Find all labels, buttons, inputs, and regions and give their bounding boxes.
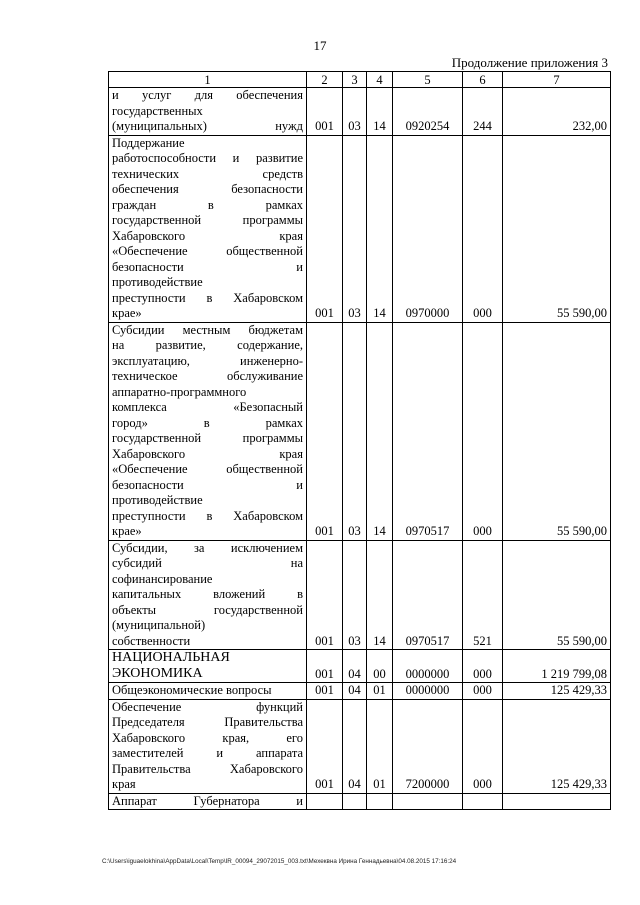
code-cell: 001 [307, 135, 343, 322]
code-cell: 000 [463, 699, 503, 793]
code-cell: 04 [343, 650, 367, 683]
header-cell: 3 [343, 72, 367, 88]
code-cell: 7200000 [393, 699, 463, 793]
code-cell: 14 [367, 88, 393, 136]
code-cell: 01 [367, 683, 393, 700]
table-header [109, 72, 611, 88]
code-cell: 03 [343, 135, 367, 322]
code-cell: 001 [307, 650, 343, 683]
amount-cell [503, 793, 611, 810]
code-cell [307, 793, 343, 810]
code-cell: 001 [307, 683, 343, 700]
table-row [109, 650, 611, 683]
row-description: Аппарат Губернатора и [109, 793, 307, 810]
code-cell [393, 793, 463, 810]
code-cell: 0920254 [393, 88, 463, 136]
table-row [109, 540, 611, 650]
code-cell: 00 [367, 650, 393, 683]
table-row [109, 683, 611, 700]
code-cell: 14 [367, 322, 393, 540]
row-description: Обеспечение функций Председателя Правительства Хабаровского края, его заместителей и аппарата Правительства Хабаровского края [109, 699, 307, 793]
appendix-continuation-label: Продолжение приложения 3 [451, 55, 608, 70]
code-cell: 0970517 [393, 540, 463, 650]
code-cell: 0000000 [393, 650, 463, 683]
code-cell: 14 [367, 135, 393, 322]
code-cell: 001 [307, 322, 343, 540]
table-row [109, 699, 611, 793]
code-cell: 001 [307, 540, 343, 650]
amount-cell: 55 590,00 [503, 322, 611, 540]
row-description: НАЦИОНАЛЬНАЯ ЭКОНОМИКА [109, 650, 307, 683]
code-cell [367, 793, 393, 810]
amount-cell: 55 590,00 [503, 540, 611, 650]
code-cell: 000 [463, 322, 503, 540]
code-cell: 03 [343, 540, 367, 650]
code-cell: 04 [343, 683, 367, 700]
amount-cell: 125 429,33 [503, 699, 611, 793]
document-footer-path: C:\Users\iguaelokhina\AppData\Local\Temp\IR_00094_29072015_003.txt\Мехеквна Ирина Геннадьевна\04.08.2015 17:16:24 [102, 858, 457, 865]
row-description: Поддержание работоспособности и развитие технических средств обеспечения безопасности граждан в рамках государственной программы Хабаровского края «Обеспечение общественной безопасности и противодействие преступности в Хабаровском крае» [109, 135, 307, 322]
code-cell: 03 [343, 322, 367, 540]
amount-cell: 125 429,33 [503, 683, 611, 700]
amount-cell: 232,00 [503, 88, 611, 136]
header-cell: 1 [109, 72, 307, 88]
row-description: и услуг для обеспечения государственных (муниципальных) нужд [109, 88, 307, 136]
code-cell: 000 [463, 135, 503, 322]
code-cell: 244 [463, 88, 503, 136]
code-cell: 0000000 [393, 683, 463, 700]
table-row [109, 88, 611, 136]
code-cell: 521 [463, 540, 503, 650]
header-cell: 7 [503, 72, 611, 88]
code-cell: 14 [367, 540, 393, 650]
header-cell: 6 [463, 72, 503, 88]
header-cell: 5 [393, 72, 463, 88]
code-cell: 0970000 [393, 135, 463, 322]
amount-cell: 1 219 799,08 [503, 650, 611, 683]
amount-cell: 55 590,00 [503, 135, 611, 322]
row-description: Общеэкономические вопросы [109, 683, 307, 700]
row-description: Субсидии, за исключением субсидий на софинансирование капитальных вложений в объекты государственной (муниципальной) собственности [109, 540, 307, 650]
code-cell: 01 [367, 699, 393, 793]
code-cell: 0970517 [393, 322, 463, 540]
code-cell [463, 793, 503, 810]
row-description: Субсидии местным бюджетам на развитие, содержание, эксплуатацию, инженерно- техническое обслуживание аппаратно-программного комплекса «Безопасный город» в рамках государственной программы Хабаровского края «Обеспечение общественной безопасности и противодействие преступности в Хабаровском крае» [109, 322, 307, 540]
page-number: 17 [313, 38, 327, 53]
code-cell: 001 [307, 88, 343, 136]
header-cell: 2 [307, 72, 343, 88]
table-row [109, 322, 611, 540]
budget-table [108, 71, 611, 810]
code-cell: 000 [463, 683, 503, 700]
header-cell: 4 [367, 72, 393, 88]
code-cell: 000 [463, 650, 503, 683]
table-row [109, 793, 611, 810]
code-cell: 04 [343, 699, 367, 793]
code-cell [343, 793, 367, 810]
table-row [109, 135, 611, 322]
code-cell: 001 [307, 699, 343, 793]
code-cell: 03 [343, 88, 367, 136]
